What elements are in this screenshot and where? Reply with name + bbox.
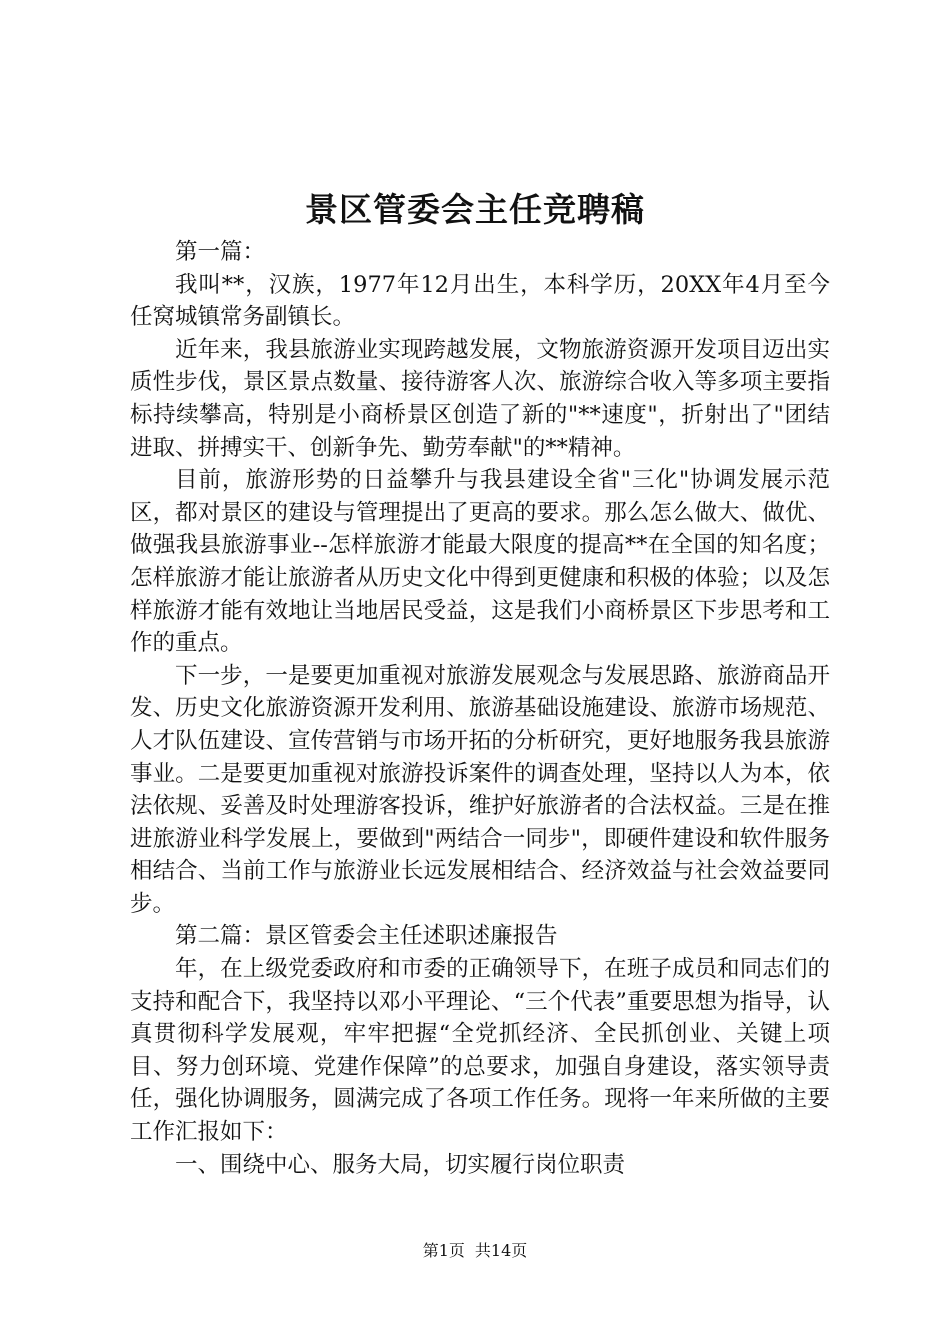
page-total: 共14页	[474, 1241, 528, 1260]
subsection-heading: 一、围绕中心、服务大局，切实履行岗位职责	[175, 1151, 626, 1178]
body-paragraph: 目前，旅游形势的日益攀升与我县建设全省"三化"协调发展示范区，都对景区的建设与管理提出了更高的要求。那么怎么做大、做优、做强我县旅游事业--怎样旅游才能最大限度的提高**在全国的知名度；怎样旅游才能让旅游者从历史文化中得到更健康和积极的体验；以及怎样旅游才能有效地让当地居民受益，这是我们小商桥景区下步思考和工作的重点。	[130, 467, 830, 657]
page-footer	[0, 1240, 950, 1262]
document-title: 景区管委会主任竞聘稿	[305, 190, 645, 229]
body-paragraph: 下一步，一是要更加重视对旅游发展观念与发展思路、旅游商品开发、历史文化旅游资源开发利用、旅游基础设施建设、旅游市场规范、人才队伍建设、宣传营销与市场开拓的分析研究，更好地服务我县旅游事业。二是要更加重视对旅游投诉案件的调查处理，坚持以人为本，依法依规、妥善及时处理游客投诉，维护好旅游者的合法权益。三是在推进旅游业科学发展上，要做到"两结合一同步"，即硬件建设和软件服务相结合、当前工作与旅游业长远发展相结合、经济效益与社会效益要同步。	[130, 662, 830, 917]
page-number: 第1页	[422, 1241, 465, 1260]
body-paragraph: 年，在上级党委政府和市委的正确领导下，在班子成员和同志们的支持和配合下，我坚持以邓小平理论、“三个代表”重要思想为指导，认真贯彻科学发展观，牢牢把握“全党抓经济、全民抓创业、关键上项目、努力创环境、党建作保障”的总要求，加强自身建设，落实领导责任，强化协调服务，圆满完成了各项工作任务。现将一年来所做的主要工作汇报如下：	[130, 956, 830, 1146]
body-paragraph: 近年来，我县旅游业实现跨越发展，文物旅游资源开发项目迈出实质性步伐，景区景点数量、接待游客人次、旅游综合收入等多项主要指标持续攀高，特别是小商桥景区创造了新的"**速度"，折射出了"团结进取、拼搏实干、创新争先、勤劳奉献"的**精神。	[130, 336, 830, 461]
section-heading: 第一篇：	[175, 239, 266, 265]
section-heading: 第二篇：景区管委会主任述职述廉报告	[175, 923, 558, 950]
document-body	[130, 236, 830, 1181]
body-paragraph: 我叫**，汉族，1977年12月出生，本科学历，20XX年4月至今任窝城镇常务副镇长。	[130, 271, 830, 331]
